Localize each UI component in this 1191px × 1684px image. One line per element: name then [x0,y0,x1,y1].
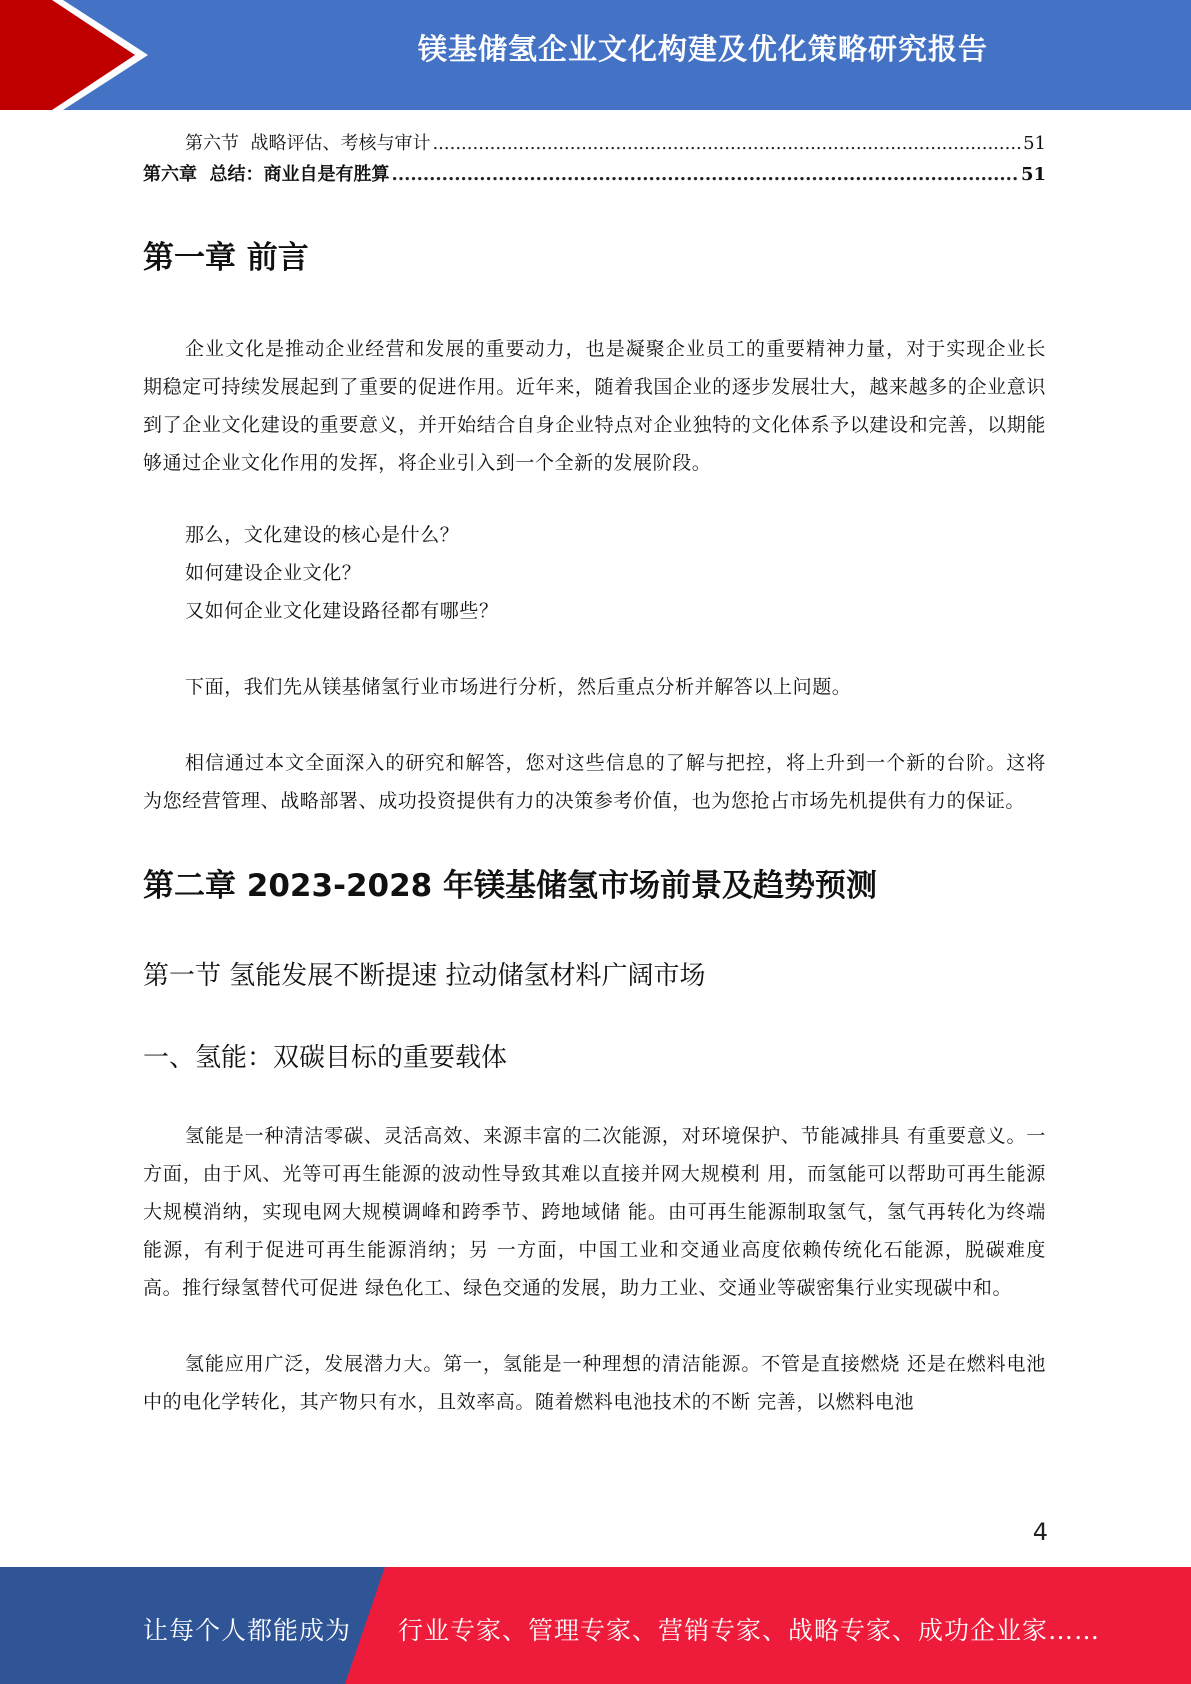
page-footer [0,1567,1191,1684]
question-line: 那么，文化建设的核心是什么？ [185,524,460,546]
body-paragraph: 氢能是一种清洁零碳、灵活高效、来源丰富的二次能源，对环境保护、节能减排具 有重要意义。一方面，由于风、光等可再生能源的波动性导致其难以直接并网大规模利 用，而氢能可以帮助可再生能源大规模消纳，实现电网大规模调峰和跨季节、跨地域储 能。由可再生能源制取氢气，氢气再转化为终端能源，有利于促进可再生能源消纳；另 一方面，中国工业和交通业高度依赖传统化石能源，脱碳难度高。推行绿氢替代可促进 绿色化工、绿色交通的发展，助力工业、交通业等碳密集行业实现碳中和。 [143,1125,1046,1299]
toc-leader-dots [392,159,1019,190]
report-title: 镁基储氢企业文化构建及优化策略研究报告 [417,32,988,66]
toc-entry-label: 第六章 总结：商业自是有胜算 [143,164,390,185]
footer-slogan-left: 让每个人都能成为 [143,1616,352,1645]
section-heading: 第一节 氢能发展不断提速 拉动储氢材料广阔市场 [143,961,706,991]
toc-entry-page: 51 [1020,164,1046,185]
body-paragraph: 下面，我们先从镁基储氢行业市场进行分析，然后重点分析并解答以上问题。 [185,676,852,698]
footer-slogan-right: 行业专家、管理专家、营销专家、战略专家、成功企业家…… [398,1616,1101,1645]
subsection-heading: 一、氢能：双碳目标的重要载体 [143,1043,508,1073]
toc-entry-label: 第六节 战略评估、考核与审计 [185,133,431,154]
toc-leader-dots [432,128,1021,159]
page-number: 4 [1032,1518,1048,1546]
question-line: 又如何企业文化建设路径都有哪些？ [185,600,499,622]
body-paragraph: 企业文化是推动企业经营和发展的重要动力，也是凝聚企业员工的重要精神力量，对于实现企业长期稳定可持续发展起到了重要的促进作用。近年来，随着我国企业的逐步发展壮大，越来越多的企业意识到了企业文化建设的重要意义，并开始结合自身企业特点对企业独特的文化体系予以建设和完善，以期能够通过企业文化作用的发挥，将企业引入到一个全新的发展阶段。 [143,338,1046,474]
chapter-heading: 第一章 前言 [143,240,309,276]
body-paragraph: 相信通过本文全面深入的研究和解答，您对这些信息的了解与把控，将上升到一个新的台阶。这将为您经营管理、战略部署、成功投资提供有力的决策参考价值，也为您抢占市场先机提供有力的保证。 [143,752,1046,812]
toc-entry[interactable] [143,128,1046,159]
chapter-heading: 第二章 2023-2028 年镁基储氢市场前景及趋势预测 [143,868,878,904]
question-list [143,516,1046,630]
toc-entry[interactable] [143,159,1046,190]
toc-entry-page: 51 [1023,133,1046,154]
page-body [143,128,1046,1421]
question-line: 如何建设企业文化？ [185,562,362,584]
page-header [0,0,1191,110]
body-paragraph: 氢能应用广泛，发展潜力大。第一，氢能是一种理想的清洁能源。不管是直接燃烧 还是在燃料电池中的电化学转化，其产物只有水，且效率高。随着燃料电池技术的不断 完善，以燃料电池 [143,1353,1046,1413]
